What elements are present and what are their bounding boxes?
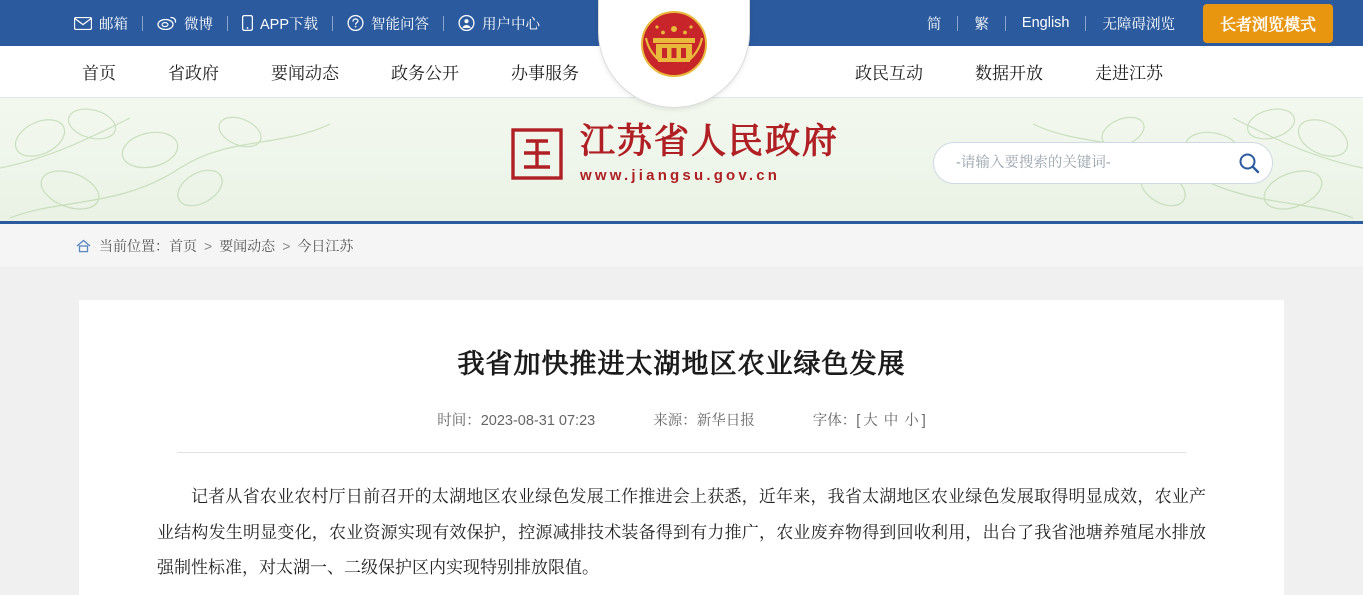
topbar-item-label: 智能问答 (371, 16, 430, 33)
article-time-value: 2023-08-31 07:23 (480, 413, 596, 429)
nav-item-gov-affairs[interactable]: 政务公开 (391, 64, 459, 83)
site-logo-block[interactable] (510, 124, 839, 184)
topbar-item-mail[interactable] (60, 13, 142, 34)
article-meta (129, 409, 1234, 430)
search-box[interactable] (933, 142, 1273, 184)
topbar-item-weibo[interactable] (143, 13, 227, 34)
topbar-item-app[interactable] (228, 13, 332, 34)
font-size-label: 字体： (812, 413, 857, 429)
article-source-label: 来源： (653, 413, 697, 429)
search-icon (1237, 151, 1261, 175)
nav-item-services[interactable]: 办事服务 (511, 64, 579, 83)
mail-icon (74, 17, 92, 30)
article-source (653, 409, 755, 430)
breadcrumb-item-news[interactable]: 要闻动态 (219, 237, 276, 254)
breadcrumb-item-today-jiangsu[interactable]: 今日江苏 (297, 237, 354, 254)
search-button[interactable] (1232, 146, 1266, 180)
topbar-item-label: APP下载 (260, 16, 319, 33)
jiangsu-seal-logo-icon (510, 127, 564, 181)
article-title: 我省加快推进太湖地区农业绿色发展 (457, 349, 906, 379)
site-url: www.jiangsu.gov.cn (580, 166, 781, 184)
nav-item-open-data[interactable]: 数据开放 (975, 64, 1043, 83)
breadcrumb-label: 当前位置： (99, 237, 169, 254)
breadcrumb-item-home[interactable]: 首页 (169, 237, 197, 254)
nav-item-provincial-gov[interactable]: 省政府 (168, 64, 219, 83)
font-size-switcher (813, 409, 926, 430)
article-time (437, 409, 595, 430)
robot-chat-icon (347, 15, 364, 31)
topbar-item-label: 邮箱 (99, 16, 128, 33)
topbar-lang-group (911, 4, 1333, 43)
article-source-value: 新华日报 (696, 413, 755, 429)
topbar-links (60, 13, 554, 34)
font-size-small[interactable]: 小 (904, 413, 919, 429)
phone-icon (242, 15, 253, 31)
breadcrumb-separator: > (282, 237, 291, 254)
lang-traditional[interactable]: 繁 (974, 16, 989, 33)
nav-left-group (0, 59, 605, 84)
nav-right-group (765, 59, 1189, 84)
nav-item-about-jiangsu[interactable]: 走进江苏 (1095, 64, 1163, 83)
nav-item-interaction[interactable]: 政民互动 (855, 64, 923, 83)
topbar-item-qa[interactable] (333, 13, 443, 34)
weibo-icon (157, 16, 177, 30)
article-time-label: 时间： (437, 413, 481, 429)
site-title: 江苏省人民政府 (580, 122, 840, 161)
lang-english[interactable]: English (1021, 15, 1070, 31)
divider (177, 452, 1186, 453)
accessibility-browse-link[interactable]: 无障碍浏览 (1102, 16, 1175, 33)
nav-item-home[interactable]: 首页 (82, 64, 116, 83)
page-body (0, 268, 1363, 595)
breadcrumb-separator: > (204, 237, 213, 254)
font-size-bracket-open: [ (856, 413, 861, 429)
article-paragraph: 记者从省农业农村厅日前召开的太湖地区农业绿色发展工作推进会上获悉，近年来，我省太湖地区农业绿色发展取得明显成效，农业产业结构发生明显变化，农业资源实现有效保护，控源减排技术装备得到有力推广，农业废弃物得到回收利用，出台了我省池塘养殖尾水排放强制性标准，对太湖一、二级保护区内实现特别排放限值。 (157, 487, 1206, 578)
topbar-item-label: 用户中心 (482, 16, 541, 33)
topbar-item-user-center[interactable] (444, 13, 554, 34)
site-banner (0, 98, 1363, 224)
nav-item-news[interactable]: 要闻动态 (271, 64, 339, 83)
user-icon (458, 15, 475, 31)
breadcrumb (0, 224, 1363, 268)
elder-mode-button[interactable]: 长者浏览模式 (1203, 4, 1333, 43)
topbar-item-label: 微博 (184, 16, 213, 33)
font-size-large[interactable]: 大 (863, 413, 878, 429)
home-icon[interactable] (76, 239, 91, 253)
decorative-leaf-left (0, 98, 330, 224)
main-navigation (0, 46, 1363, 98)
font-size-bracket-close: ] (921, 413, 926, 429)
top-utility-bar (0, 0, 1363, 46)
lang-simplified[interactable]: 简 (926, 16, 942, 33)
site-logo-text (580, 124, 839, 184)
search-input[interactable] (954, 154, 1232, 172)
font-size-medium[interactable]: 中 (883, 413, 899, 429)
article-card (79, 300, 1284, 595)
